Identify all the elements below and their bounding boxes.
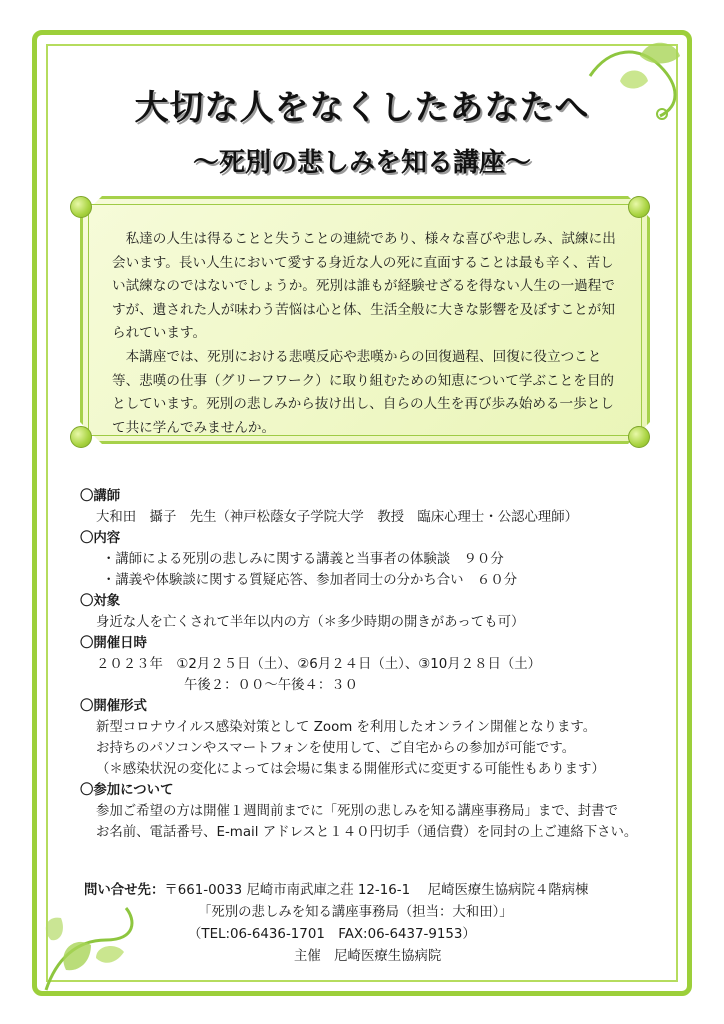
intro-paragraph-1: 私達の人生は得ることと失うことの連続であり、様々な喜びや悲しみ、試練に出会います。長い人生において愛する身近な人の死に直面することは最も辛く、苦しい試練なのではないでしょうか。死別は誰もが経験せざるを得ない人生の一過程ですが、遺された人が味わう苦悩は心と体、生活全般に大きな影響を及ぼすことが知られています。: [112, 231, 616, 342]
lecturer-text: 大和田 攝子 先生（神戸松蔭女子学院大学 教授 臨床心理士・公認心理師）: [96, 510, 579, 525]
contact-address-line: [84, 880, 684, 902]
participation-heading: 〇参加について: [80, 783, 174, 798]
schedule-time: 午後２：００～午後４：３０: [184, 678, 359, 693]
participation-line-2: お名前、電話番号、E-mail アドレスと１４０円切手（通信費）を同封の上ご連絡下さい。: [96, 825, 638, 840]
intro-paragraph-2: 本講座では、死別における悲嘆反応や悲嘆からの回復過程、回復に役立つこと等、悲嘆の仕事（グリーフワーク）に取り組むための知恵について学ぶことを目的としています。死別の悲しみから抜け出し、自らの人生を再び歩み始める一歩として共に学んでみませんか。: [112, 348, 615, 436]
target-heading: 〇対象: [80, 594, 121, 609]
event-details: [80, 486, 690, 843]
page-subtitle: ～死別の悲しみを知る講座～: [192, 148, 531, 178]
schedule-heading: 〇開催日時: [80, 636, 147, 651]
content-item-1: ・講師による死別の悲しみに関する講義と当事者の体験談 ９０分: [102, 552, 504, 567]
participation-line-1: 参加ご希望の方は開催１週間前までに「死別の悲しみを知る講座事務局」まで、封書で: [96, 804, 618, 819]
content-item-2: ・講義や体験談に関する質疑応答、参加者同士の分かち合い ６０分: [102, 573, 518, 588]
lecturer-heading: 〇講師: [80, 489, 121, 504]
contact-organizer: 主催 尼崎医療生協病院: [294, 949, 442, 964]
contact-address: 〒661-0033 尼崎市南武庫之荘 12-16-1 尼崎医療生協病院４階病棟: [164, 883, 589, 898]
schedule-dates: ２０２３年 ①2月２５日（土）、②6月２４日（土）、③10月２８日（土）: [96, 657, 542, 672]
content-heading: 〇内容: [80, 531, 121, 546]
corner-dot-top-right-icon: [628, 196, 650, 218]
format-line-3: （＊感染状況の変化によっては会場に集まる開催形式に変更する可能性もあります）: [96, 762, 605, 777]
corner-dot-bottom-left-icon: [70, 426, 92, 448]
contact-office: 「死別の悲しみを知る講座事務局（担当：大和田）」: [198, 905, 513, 920]
corner-dot-top-left-icon: [70, 196, 92, 218]
intro-text: [112, 228, 624, 440]
corner-dot-bottom-right-icon: [628, 426, 650, 448]
format-line-1: 新型コロナウイルス感染対策として Zoom を利用したオンライン開催となります。: [96, 720, 597, 735]
page-title: 大切な人をなくしたあなたへ: [134, 88, 590, 128]
contact-label: 問い合せ先：: [84, 883, 165, 898]
contact-phone: （TEL:06-6436-1701 FAX:06-6437-9153）: [188, 927, 476, 942]
format-heading: 〇開催形式: [80, 699, 147, 714]
target-text: 身近な人を亡くされて半年以内の方（＊多少時期の開きがあっても可）: [96, 615, 525, 630]
contact-block: [84, 880, 684, 968]
format-line-2: お持ちのパソコンやスマートフォンを使用して、ご自宅からの参加が可能です。: [96, 741, 576, 756]
